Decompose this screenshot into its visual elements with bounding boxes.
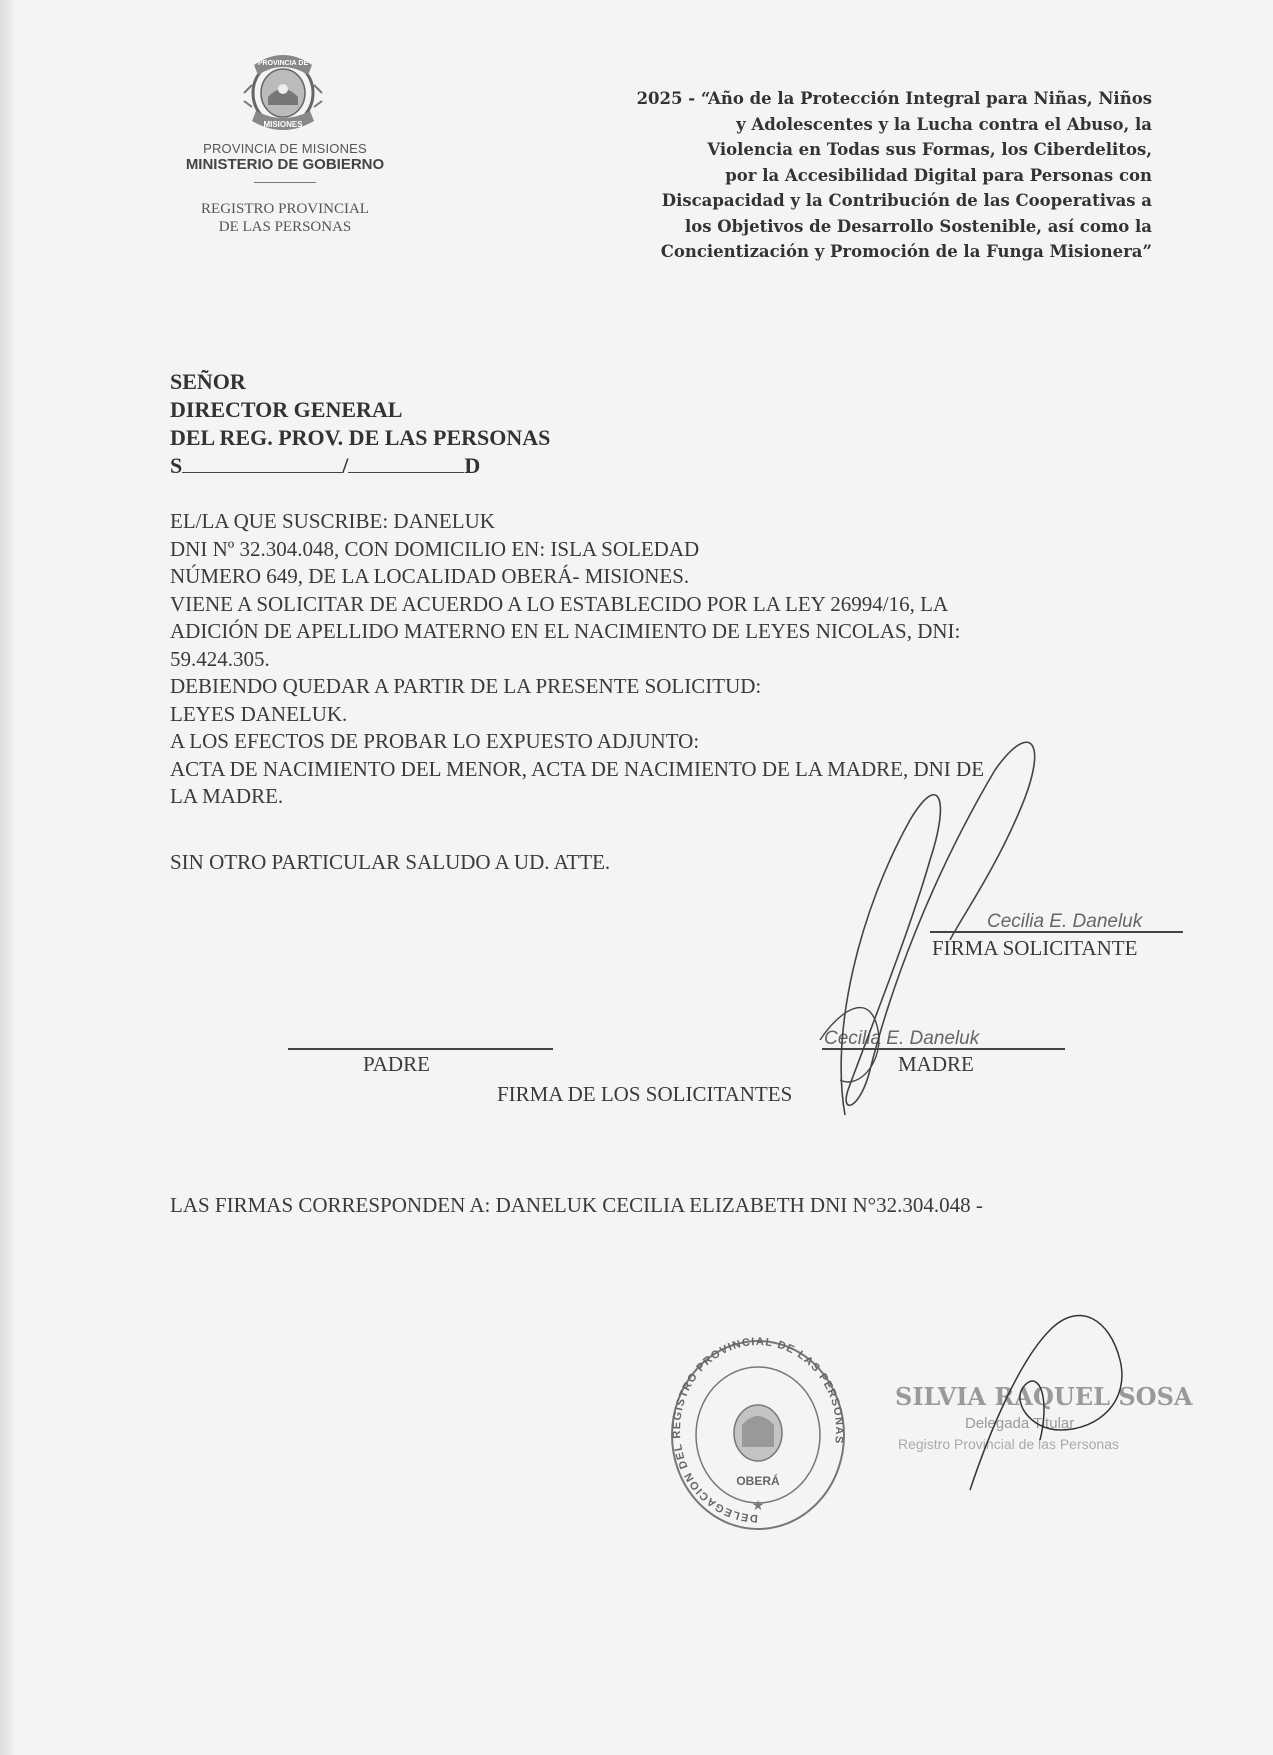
firma-solicitante-label: FIRMA SOLICITANTE: [932, 936, 1138, 960]
svg-text:Cecilia E. Daneluk: Cecilia E. Daneluk: [987, 911, 1143, 932]
svg-text:Cecilia E. Daneluk: Cecilia E. Daneluk: [824, 1028, 980, 1049]
closing-line: SIN OTRO PARTICULAR SALUDO A UD. ATTE.: [170, 850, 611, 874]
motto-line: Discapacidad y la Contribución de las Cooperativas a: [661, 191, 1152, 210]
registry-stamp-icon: [668, 1335, 848, 1535]
body-line: VIENE A SOLICITAR DE ACUERDO A LO ESTABLECIDO POR LA LEY 26994/16, LA: [170, 591, 949, 616]
body-line: LA MADRE.: [170, 784, 284, 808]
sd-separator: /: [342, 453, 349, 478]
addressee-line: SEÑOR: [170, 369, 246, 394]
sd-blank-1: [182, 452, 342, 473]
ministry-label: MINISTERIO DE GOBIERNO: [185, 156, 385, 173]
province-label: PROVINCIA DE MISIONES: [203, 141, 367, 156]
ministry-block: [150, 141, 420, 173]
body-line: A LOS EFECTOS DE PROBAR LO EXPUESTO ADJUNTO:: [170, 729, 700, 753]
crest-top-text: PROVINCIA DE: [257, 60, 309, 67]
body-line: DNI Nº 32.304.048, CON DOMICILIO EN: ISLA SOLEDAD: [170, 536, 700, 561]
addressee-line: DEL REG. PROV. DE LAS PERSONAS: [170, 425, 551, 450]
registry-line-1: REGISTRO PROVINCIAL: [201, 201, 369, 217]
padre-signature-line: [288, 1048, 553, 1050]
sd-blank-2: [348, 452, 464, 473]
motto-line: los Objetivos de Desarrollo Sostenible, así como la: [684, 216, 1152, 236]
crest-bottom-text: MISIONES: [263, 120, 303, 129]
provincial-crest-icon: [240, 45, 326, 135]
stamp-city: OBERÁ: [736, 1474, 780, 1488]
page-edge: [0, 0, 14, 1755]
delegate-name: SILVIA RAQUEL SOSA: [895, 1382, 1193, 1411]
addressee-block: [170, 368, 550, 452]
madre-label: MADRE: [898, 1052, 974, 1076]
registry-label: [170, 200, 400, 236]
stamp-star-icon: ★: [751, 1497, 765, 1513]
body-line: DEBIENDO QUEDAR A PARTIR DE LA PRESENTE SOLICITUD:: [170, 674, 762, 698]
body-line: ACTA DE NACIMIENTO DEL MENOR, ACTA DE NACIMIENTO DE LA MADRE, DNI DE: [170, 756, 985, 781]
addressee-line: DIRECTOR GENERAL: [170, 397, 403, 422]
firma-solicitantes-label: FIRMA DE LOS SOLICITANTES: [497, 1082, 793, 1106]
signature-attestation: LAS FIRMAS CORRESPONDEN A: DANELUK CECILIA ELIZABETH DNI N°32.304.048 -: [170, 1193, 983, 1217]
body-line: LEYES DANELUK.: [170, 701, 348, 726]
year-motto: [520, 86, 1152, 265]
delegate-signature-mark: [930, 1290, 1160, 1500]
divider: [254, 182, 316, 183]
motto-line: Concientización y Promoción de la Funga Misionera”: [660, 242, 1152, 261]
padre-label: PADRE: [363, 1052, 430, 1076]
body-line: NÚMERO 649, DE LA LOCALIDAD OBERÁ- MISIONES.: [170, 564, 690, 588]
motto-line: por la Accesibilidad Digital para Personas con: [725, 165, 1152, 185]
stamp-ring-text: DELEGACION DEL REGISTRO PROVINCIAL DE LAS PERSONAS: [670, 1335, 846, 1525]
sd-line: [170, 452, 480, 479]
body-line: EL/LA QUE SUSCRIBE: DANELUK: [170, 509, 495, 533]
sd-end: D: [464, 453, 481, 478]
motto-line: Violencia en Todas sus Formas, los Ciberdelitos,: [707, 140, 1152, 159]
body-line: ADICIÓN DE APELLIDO MATERNO EN EL NACIMIENTO DE LEYES NICOLAS, DNI:: [170, 619, 961, 643]
handwritten-signature-mark: [800, 730, 1100, 1130]
motto-line: 2025 - “Año de la Protección Integral para Niñas, Niños: [636, 89, 1152, 108]
body-line: 59.424.305.: [170, 646, 270, 671]
delegate-role: Delegada Titular: [965, 1415, 1075, 1432]
sd-start: S: [170, 453, 183, 478]
delegate-office: Registro Provincial de las Personas: [898, 1436, 1119, 1452]
registry-line-2: DE LAS PERSONAS: [218, 219, 352, 235]
motto-line: y Adolescentes y la Lucha contra el Abuso, la: [736, 114, 1152, 134]
